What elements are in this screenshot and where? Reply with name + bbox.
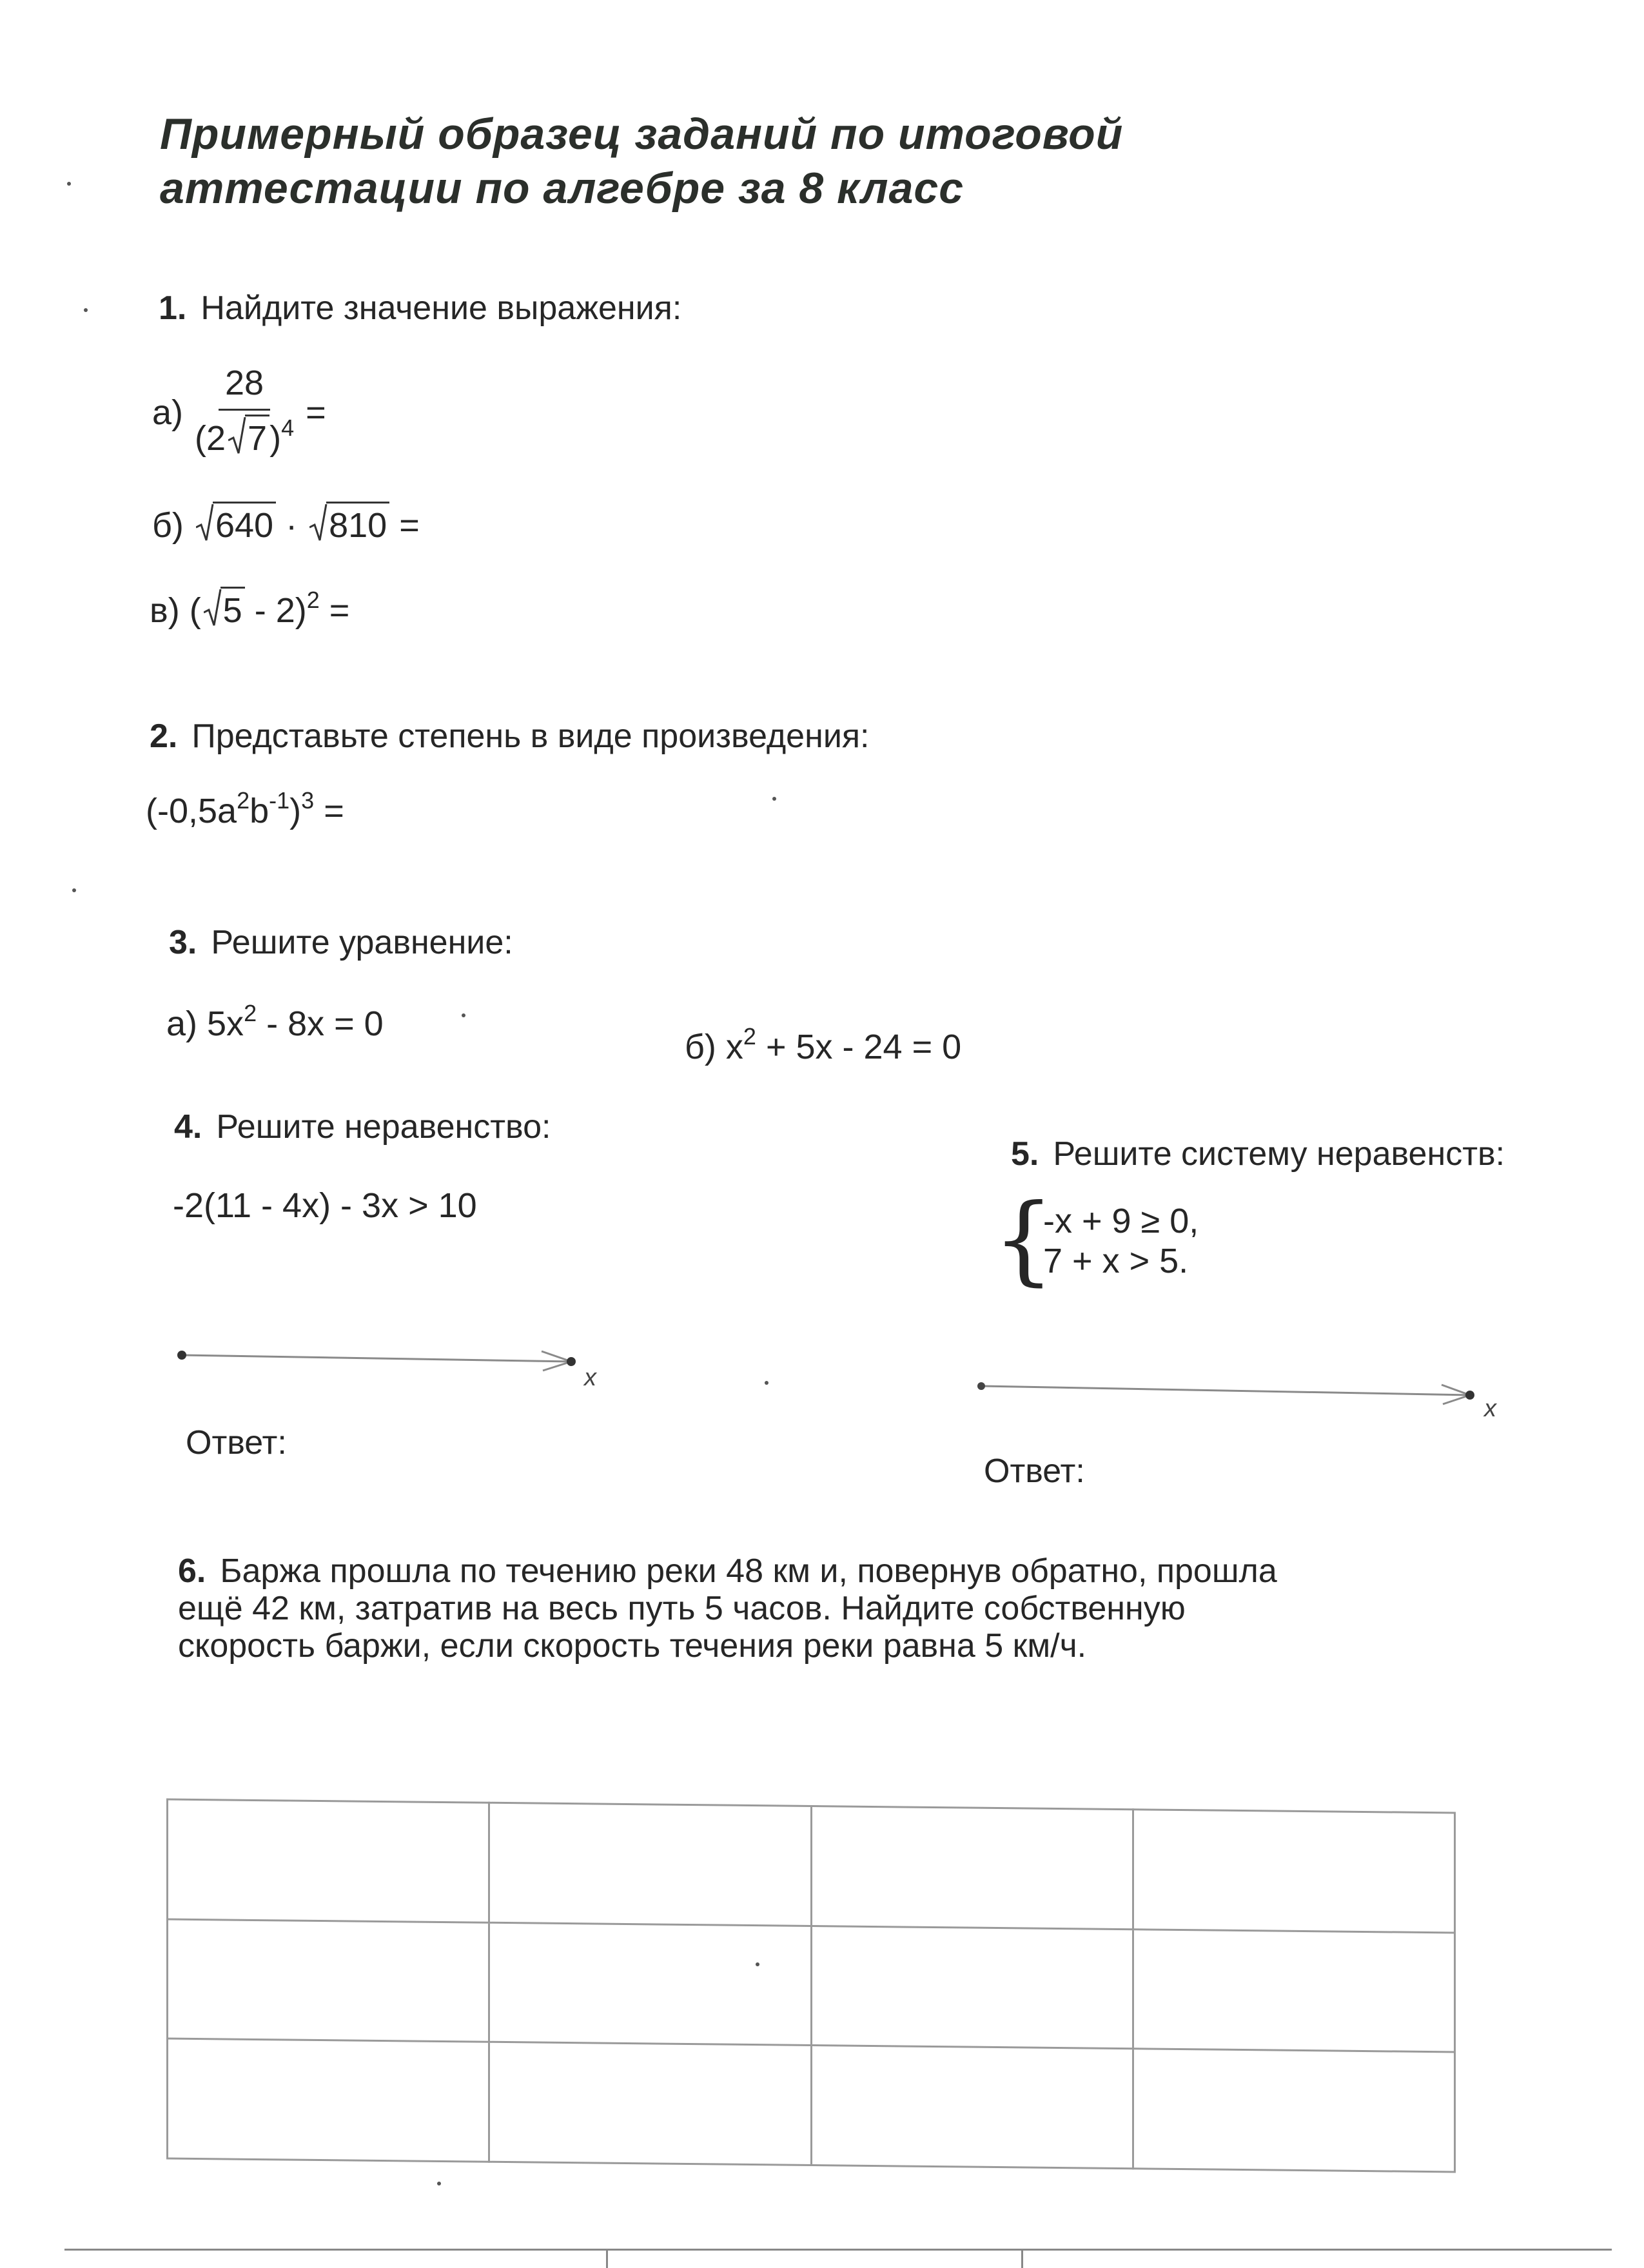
scan-speck	[765, 1381, 768, 1385]
task-5-axis-label: x	[1484, 1395, 1496, 1422]
table-cell[interactable]	[489, 1803, 811, 1926]
task-6-problem	[178, 1552, 1300, 1665]
table-cell[interactable]	[489, 2042, 811, 2165]
task-2-number: 2.	[150, 718, 178, 755]
table-cell[interactable]	[168, 2038, 489, 2162]
task-1b-expression	[152, 502, 420, 546]
task-3-number: 3.	[169, 924, 197, 961]
task-2-expr-b-exponent: -1	[269, 787, 290, 814]
table-cell[interactable]	[811, 1806, 1133, 1930]
task-3b-pre: б) x	[685, 1028, 743, 1066]
task-2-expr-a-exponent: 2	[237, 787, 250, 814]
task-6-text: Баржа прошла по течению реки 48 км и, повернув обратно, прошла ещё 42 км, затратив на весь путь 5 часов. Найдите собственную скорость баржи, если скорость течения реки равна 5 км/ч.	[178, 1552, 1277, 1665]
task-5-number: 5.	[1011, 1135, 1039, 1173]
task-3a-pre: а) 5x	[166, 1004, 244, 1043]
task-1a-expression	[152, 362, 326, 463]
task-5-system-brace: {	[993, 1184, 1055, 1296]
task-1c-expression	[150, 587, 349, 635]
task-6-number: 6.	[178, 1552, 206, 1590]
task-3b-post: + 5x - 24 = 0	[756, 1028, 962, 1066]
task-4-inequality: -2(11 - 4x) - 3x > 10	[173, 1186, 477, 1225]
table-cell[interactable]	[1133, 1810, 1454, 1933]
table-row	[168, 1919, 1455, 2053]
task-1b-radical-2	[309, 502, 389, 546]
task-4-number-line	[174, 1341, 587, 1380]
task-5-text: Решите систему неравенств:	[1053, 1135, 1505, 1173]
task-1c-equals: =	[319, 591, 350, 630]
task-1-number: 1.	[159, 289, 187, 327]
task-1a-numerator: 28	[219, 362, 270, 411]
task-2-expr-equals: =	[314, 792, 344, 830]
table-cell[interactable]	[1133, 1929, 1454, 2052]
task-1b-dot: ·	[286, 506, 298, 545]
scan-speck	[67, 182, 71, 186]
task-4-heading	[174, 1108, 551, 1146]
scan-speck	[72, 888, 76, 892]
task-5-inequality-2: 7 + x > 5.	[1043, 1242, 1189, 1280]
task-2-text: Представьте степень в виде произведения:	[191, 718, 870, 755]
table-row	[168, 1799, 1455, 1933]
footer-tick	[606, 2249, 608, 2268]
task-5-answer-label: Ответ:	[984, 1452, 1085, 1490]
table-cell[interactable]	[168, 1799, 489, 1922]
footer-tick	[1021, 2249, 1023, 2268]
task-1a-label: а)	[152, 393, 184, 432]
scan-speck	[772, 797, 776, 801]
page-title-line-2: аттестации по алгебре за 8 класс	[160, 164, 964, 213]
task-2-expression	[146, 787, 344, 836]
task-4-text: Решите неравенство:	[216, 1108, 551, 1146]
task-1b-radicand-2: 810	[326, 502, 389, 546]
task-3b-exponent: 2	[743, 1023, 756, 1050]
task-1c-rest: - 2)	[244, 591, 307, 630]
task-2-expr-close: )	[289, 792, 302, 830]
task-3a-equation	[166, 1000, 384, 1048]
task-3-text: Решите уравнение:	[211, 924, 513, 961]
task-4-number: 4.	[174, 1108, 202, 1146]
task-1c-radical	[204, 587, 245, 631]
task-2-expr-b: b	[250, 792, 269, 830]
task-1b-equals: =	[399, 506, 420, 545]
task-4-answer-label: Ответ:	[186, 1424, 287, 1461]
task-2-expr-exponent: 3	[301, 787, 315, 814]
task-1a-den-open: (2	[195, 419, 226, 458]
task-1b-radical-1	[196, 502, 276, 546]
scan-speck	[84, 308, 88, 312]
table-cell[interactable]	[489, 1922, 811, 2046]
task-1-text: Найдите значение выражения:	[201, 289, 682, 327]
task-5-number-line	[975, 1373, 1478, 1412]
task-1a-radicand: 7	[245, 415, 269, 459]
task-3a-post: - 8x = 0	[257, 1004, 384, 1043]
task-1a-den-close: )	[269, 419, 282, 458]
task-1b-radicand-1: 640	[213, 502, 276, 546]
task-3a-exponent: 2	[244, 1000, 257, 1026]
task-1c-label: в)	[150, 591, 180, 630]
task-1a-equals: =	[306, 393, 326, 432]
task-5-heading	[1011, 1135, 1505, 1173]
task-3-heading	[169, 923, 513, 962]
table-cell[interactable]	[168, 1919, 489, 2042]
task-1b-label: б)	[152, 506, 184, 545]
task-4-axis-label: x	[584, 1364, 596, 1391]
task-1c-open: (	[189, 591, 201, 630]
task-2-expr-a: (-0,5a	[146, 792, 237, 830]
task-1a-den-exponent: 4	[281, 415, 295, 441]
table-row	[168, 2038, 1455, 2172]
scan-speck	[756, 1962, 759, 1966]
task-1a-denominator	[195, 411, 294, 463]
table-cell[interactable]	[811, 1926, 1133, 2049]
scan-speck	[462, 1013, 465, 1017]
task-3b-equation	[685, 1023, 962, 1071]
task-1a-radical	[228, 415, 269, 459]
footer-rule	[64, 2249, 1612, 2251]
answer-table	[166, 1799, 1456, 2173]
table-cell[interactable]	[1133, 2049, 1454, 2172]
task-5-inequality-1: -x + 9 ≥ 0,	[1043, 1202, 1199, 1240]
task-1-heading	[159, 289, 681, 327]
task-1c-exponent: 2	[306, 587, 320, 613]
task-1a-fraction	[195, 362, 294, 463]
page-title-line-1: Примерный образец заданий по итоговой	[160, 110, 1124, 159]
table-cell[interactable]	[811, 2046, 1133, 2169]
scan-speck	[437, 2182, 441, 2185]
task-2-heading	[150, 717, 869, 756]
task-1c-radicand: 5	[220, 587, 245, 631]
